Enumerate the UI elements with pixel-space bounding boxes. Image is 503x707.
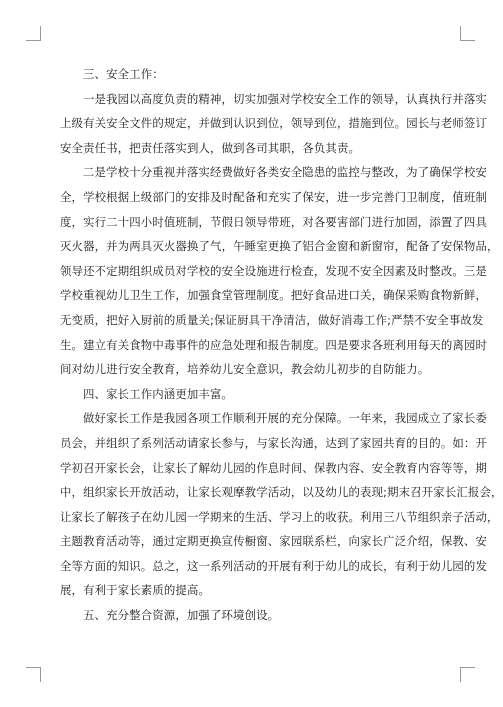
text-line: 无变质，把好入厨前的质量关;保证厨具干净清洁，做好消毒工作;严禁不安全事故发: [60, 312, 484, 327]
text-line: 中，组织家长开放活动，让家长观摩教学活动，以及幼儿的表现;期末召开家长汇报会，: [60, 485, 503, 500]
text-line: 展，有利于家长素质的提高。: [60, 583, 211, 598]
text-line: 学初召开家长会，让家长了解幼儿园的作息时间、保教内容、安全教育内容等等，期: [60, 460, 488, 475]
text-line: 全，学校根据上级部门的安排及时配备和充实了保安，进一步完善门卫制度，值班制: [60, 189, 488, 204]
crop-mark-top-right: [460, 26, 475, 41]
text-line: 员会，并组织了系列活动请家长参与，与家长沟通，达到了家园共育的目的。如：开: [60, 435, 488, 450]
text-line: 做好家长工作是我园各项工作顺利开展的充分保障。一年来，我园成立了家长委: [83, 411, 487, 426]
crop-mark-top-left: [26, 26, 41, 41]
text-line: 间对幼儿进行安全教育，培养幼儿安全意识，教会幼儿初步的自防能力。: [60, 362, 430, 377]
document-body: [60, 62, 503, 628]
text-line: 灭火器，并为两具灭火器换了气，午睡室更换了铝合金窗和新窗帘，配备了安保物品，: [60, 239, 499, 254]
crop-mark-bottom-right: [460, 667, 475, 682]
crop-mark-bottom-left: [26, 667, 41, 682]
text-line: 领导还不定期组织成员对学校的安全设施进行检查，发现不安全因素及时整改。三是: [60, 263, 488, 278]
text-line: 一是我园以高度负责的精神，切实加强对学校安全工作的领导，认真执行并落实: [83, 91, 487, 106]
text-line: 二是学校十分重视并落实经费做好各类安全隐患的监控与整改，为了确保学校安: [83, 165, 487, 180]
text-line: 全等方面的知识。总之，这一系列活动的开展有利于幼儿的成长，有利于幼儿园的发: [60, 558, 488, 573]
section-heading-resources: 五、充分整合资源，加强了环境创设。: [83, 608, 280, 623]
section-heading-parents: 四、家长工作内涵更加丰富。: [83, 386, 234, 401]
text-line: 安全责任书，把责任落实到人，做到各司其职，各负其责。: [60, 140, 361, 155]
text-line: 让家长了解孩子在幼儿园一学期来的生活、学习上的收获。利用三八节组织亲子活动，: [60, 509, 499, 524]
text-line: 度，实行二十四小时值班制，节假日领导带班，对各要害部门进行加固，添置了四具: [60, 214, 488, 229]
text-line: 学校重视幼儿卫生工作，加强食堂管理制度。把好食品进口关，确保采购食物新鲜，: [60, 288, 488, 303]
text-line: 上级有关安全文件的规定，并做到认识到位，领导到位，措施到位。园长与老师签订: [60, 116, 488, 131]
section-heading-safety: 三、安全工作：: [83, 67, 164, 81]
text-line: 主题教育活动等，通过定期更换宣传橱窗、家园联系栏，向家长广泛介绍，保教、安: [60, 534, 488, 549]
text-line: 生。建立有关食物中毒事件的应急处理和报告制度。四是要求各班利用每天的离园时: [60, 337, 488, 352]
